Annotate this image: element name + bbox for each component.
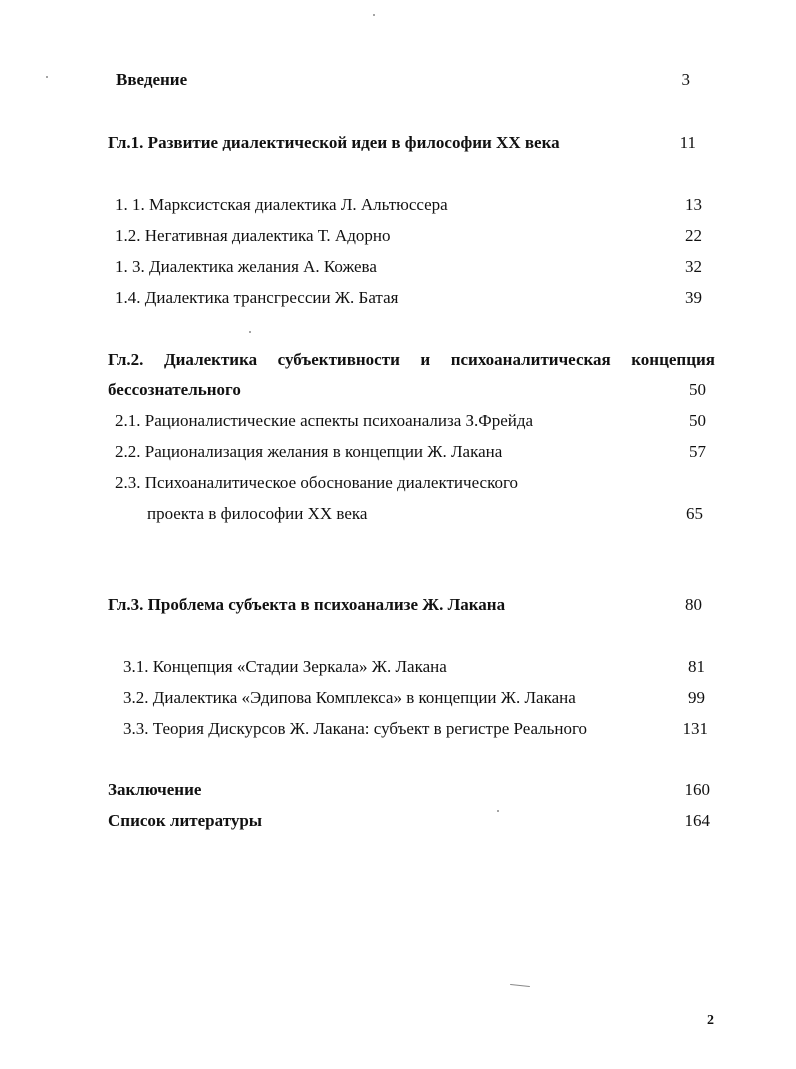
scan-speck bbox=[373, 14, 375, 16]
toc-ch3-section-page: 131 bbox=[682, 719, 708, 738]
toc-ch1-label: Гл.1. Развитие диалектической идеи в философии XX века bbox=[108, 133, 560, 152]
toc-ch1-section: 1. 1. Марксистская диалектика Л. Альтюссера bbox=[115, 195, 448, 214]
toc-ch1-section: 1.4. Диалектика трансгрессии Ж. Батая bbox=[115, 288, 399, 307]
toc-ch1-section-page: 13 bbox=[685, 195, 702, 214]
toc-ch2-label-line2: бессознательного bbox=[108, 380, 241, 399]
toc-ch3-section-page: 81 bbox=[688, 657, 705, 676]
toc-ch3-section: 3.1. Концепция «Стадии Зеркала» Ж. Лакана bbox=[123, 657, 447, 676]
toc-ch2-section-cont: проекта в философии XX века bbox=[147, 504, 368, 523]
toc-ch3-section: 3.2. Диалектика «Эдипова Комплекса» в концепции Ж. Лакана bbox=[123, 688, 576, 707]
toc-references-page: 164 bbox=[684, 811, 710, 830]
toc-ch3-section-page: 99 bbox=[688, 688, 705, 707]
toc-ch1-section: 1.2. Негативная диалектика Т. Адорно bbox=[115, 226, 391, 245]
toc-intro-page: 3 bbox=[681, 70, 690, 89]
toc-ch3-page: 80 bbox=[685, 595, 702, 614]
scan-speck bbox=[46, 76, 48, 78]
toc-ch1-section-page: 32 bbox=[685, 257, 702, 276]
toc-ch2-label-line1: Гл.2. Диалектика субъективности и психоаналитическая концепция bbox=[108, 350, 716, 369]
toc-ch2-section-page: 65 bbox=[686, 504, 703, 523]
toc-ch1-page: 11 bbox=[679, 133, 696, 152]
toc-ch2-section: 2.1. Рационалистические аспекты психоанализа З.Фрейда bbox=[115, 411, 534, 430]
toc-ch2-section-page: 57 bbox=[689, 442, 706, 461]
toc-intro-label: Введение bbox=[116, 70, 188, 89]
scan-speck bbox=[497, 810, 499, 812]
toc-conclusion-label: Заключение bbox=[108, 780, 202, 799]
toc-ch3-label: Гл.3. Проблема субъекта в психоанализе Ж. Лакана bbox=[108, 595, 506, 614]
toc-references-label: Список литературы bbox=[108, 811, 263, 830]
toc-ch3-section: 3.3. Теория Дискурсов Ж. Лакана: субъект в регистре Реального bbox=[123, 719, 588, 738]
toc-ch1-section-page: 39 bbox=[685, 288, 702, 307]
toc-ch2-section: 2.2. Рационализация желания в концепции Ж. Лакана bbox=[115, 442, 503, 461]
toc-conclusion-page: 160 bbox=[684, 780, 710, 799]
scan-speck bbox=[249, 331, 251, 333]
toc-ch2-section: 2.3. Психоаналитическое обоснование диалектического bbox=[115, 473, 519, 492]
toc-ch1-section: 1. 3. Диалектика желания А. Кожева bbox=[115, 257, 377, 276]
page-number: 2 bbox=[707, 1013, 714, 1028]
toc-ch2-section-page: 50 bbox=[689, 411, 706, 430]
toc-ch2-page: 50 bbox=[689, 380, 706, 399]
scan-speck bbox=[510, 984, 530, 987]
toc-ch1-section-page: 22 bbox=[685, 226, 702, 245]
